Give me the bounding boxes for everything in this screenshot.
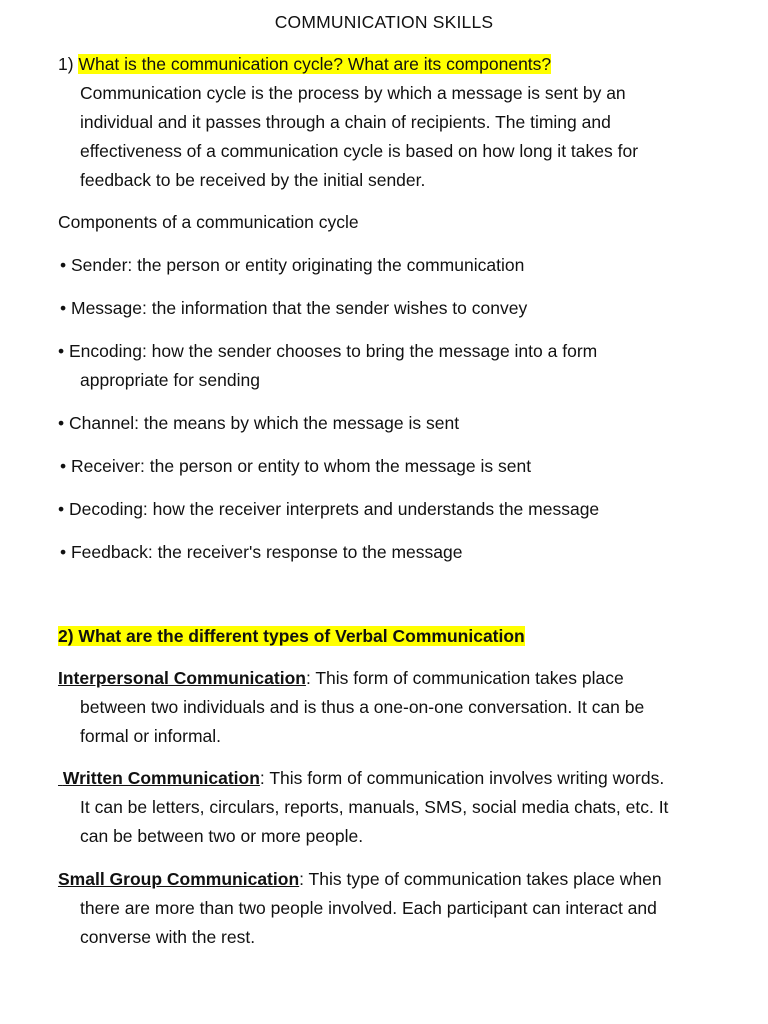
components-heading: Components of a communication cycle [58, 212, 359, 232]
type-description: : This type of communication takes place when [299, 869, 662, 889]
page-title: COMMUNICATION SKILLS [274, 12, 494, 32]
type-description-line: can be between two or more people. [80, 826, 364, 846]
bullet-encoding: • Encoding: how the sender chooses to bring the message into a form [58, 341, 598, 361]
question-1-text: What is the communication cycle? What are its components? [78, 54, 552, 74]
type-description-line: It can be letters, circulars, reports, manuals, SMS, social media chats, etc. It [80, 797, 669, 817]
question-1 [58, 50, 718, 79]
question-2-heading [58, 622, 718, 651]
answer-line: feedback to be received by the initial sender. [80, 170, 426, 190]
type-description-line: formal or informal. [80, 726, 222, 746]
answer-line: effectiveness of a communication cycle is based on how long it takes for [80, 141, 639, 161]
type-small-group [58, 865, 718, 952]
question-1-heading [58, 50, 718, 79]
bullet-encoding-continued: appropriate for sending [80, 370, 260, 390]
type-description-line: there are more than two people involved. Each participant can interact and [80, 898, 657, 918]
type-description-line: between two individuals and is thus a one-on-one conversation. It can be [80, 697, 645, 717]
question-2-text: 2) What are the different types of Verbal Communication [58, 626, 525, 646]
type-term: Interpersonal Communication [58, 668, 306, 688]
bullet-channel: • Channel: the means by which the message is sent [58, 413, 460, 433]
bullet-message: • Message: the information that the sender wishes to convey [60, 298, 528, 318]
type-description-line: converse with the rest. [80, 927, 256, 947]
bullet-decoding: • Decoding: how the receiver interprets and understands the message [58, 499, 600, 519]
bullet-sender: • Sender: the person or entity originating the communication [60, 255, 525, 275]
type-written [58, 764, 718, 851]
type-description: : This form of communication takes place [305, 668, 624, 688]
bullet-feedback: • Feedback: the receiver's response to the message [60, 542, 463, 562]
type-description: : This form of communication involves writing words. [259, 768, 665, 788]
question-1-answer [58, 79, 718, 195]
answer-line: individual and it passes through a chain of recipients. The timing and [80, 112, 611, 132]
answer-line: Communication cycle is the process by which a message is sent by an [80, 83, 626, 103]
bullet-receiver: • Receiver: the person or entity to whom the message is sent [60, 456, 532, 476]
type-interpersonal [58, 664, 718, 751]
question-1-number: 1) [58, 54, 74, 74]
type-term: Written Communication [62, 768, 260, 788]
type-term: Small Group Communication [58, 869, 300, 889]
